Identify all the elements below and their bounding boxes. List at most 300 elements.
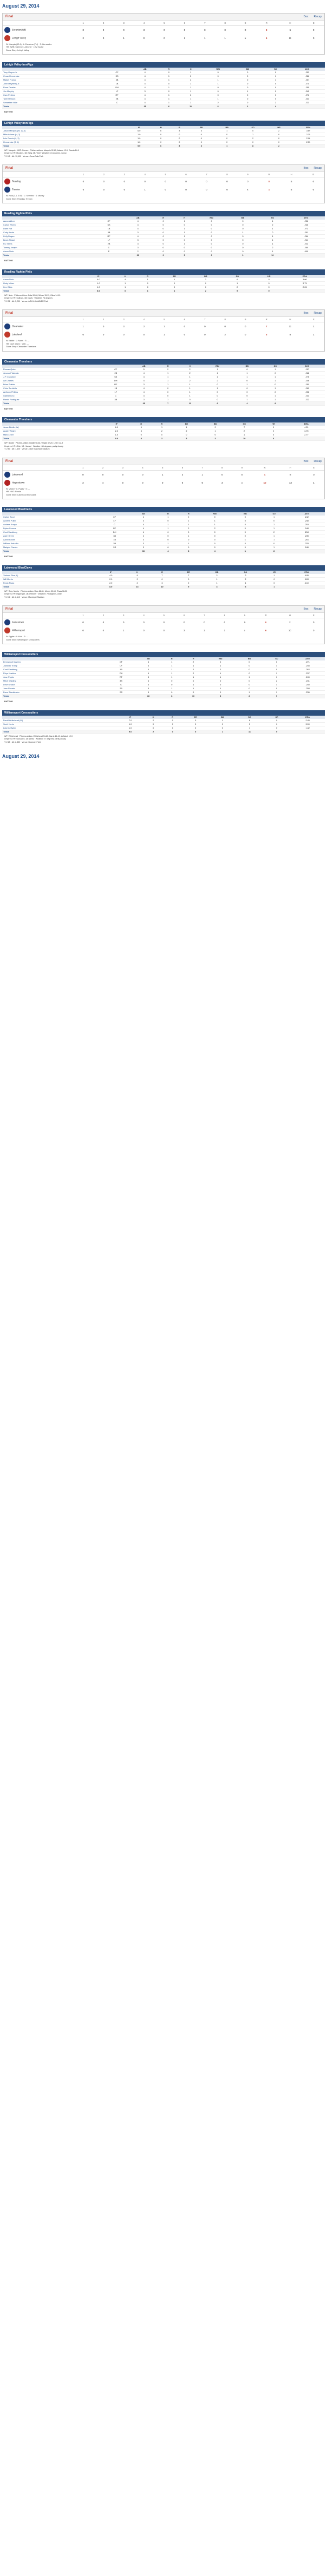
player-name-link[interactable]: Brock Stassi: [2, 239, 95, 242]
stat-col-header: RBI: [199, 512, 231, 516]
player-name-link[interactable]: Emmanuel Marrero: [2, 660, 107, 664]
inning-col-header: 7: [195, 21, 215, 26]
stat-col-header: AVG: [287, 216, 325, 220]
stat-cell: 0: [202, 86, 233, 90]
inning-score: 0: [82, 188, 84, 191]
player-name-link[interactable]: Hoby Milner: [2, 281, 83, 285]
player-name-link[interactable]: Brian Pointer: [2, 382, 102, 386]
player-row: [2, 250, 325, 254]
player-name-link[interactable]: Roman Quinn: [2, 368, 102, 372]
inning-col-header: 6: [174, 21, 194, 26]
stat-col-header: IP: [97, 571, 125, 574]
totals-cell: 8.0: [97, 585, 125, 589]
inning-score: 3: [82, 481, 84, 484]
stat-cell: 0: [205, 691, 236, 695]
totals-cell: 9.0: [126, 144, 152, 148]
inning-col-header: 1: [73, 21, 93, 26]
inning-score: 0: [143, 37, 145, 39]
stat-cell: 0: [260, 519, 289, 523]
stat-cell: 1: [174, 227, 195, 231]
stat-cell: 0: [199, 516, 231, 519]
stat-cell: 3B: [102, 398, 130, 401]
player-name-link[interactable]: Aaron Nola: [2, 278, 83, 282]
stat-cell: 0: [261, 97, 290, 101]
stat-cell: 4: [131, 82, 159, 86]
stat-cell: 1: [178, 386, 202, 390]
recap-link[interactable]: Recap: [313, 15, 322, 18]
stat-cell: 0: [260, 577, 289, 581]
inning-score: 1: [123, 37, 125, 39]
team-cell[interactable]: [3, 177, 73, 186]
stat-cell: 7.0: [117, 719, 143, 723]
stat-cell: .257: [290, 78, 325, 82]
stat-cell: 1: [202, 97, 233, 101]
player-name-link[interactable]: Mitch Walding: [2, 679, 107, 683]
stat-cell: 0: [178, 398, 202, 401]
stat-cell: 1: [114, 281, 136, 285]
player-name-link[interactable]: Austin Wright: [2, 430, 102, 433]
team-col-header: [3, 465, 73, 471]
team-cell[interactable]: [3, 626, 73, 635]
player-name-link[interactable]: Ken Giles: [2, 285, 83, 289]
stat-cell: 0: [162, 683, 181, 687]
inning-score: 0: [143, 621, 145, 624]
team-logo-icon: [4, 323, 10, 329]
stat-cell: 0: [261, 71, 290, 75]
player-name-link[interactable]: Jiandido Tromp: [2, 664, 107, 668]
inning-score: 0: [122, 473, 124, 476]
section-title: Williamsport Crosscutters: [2, 710, 325, 716]
player-name-link[interactable]: Yacksel Rios (L): [2, 574, 97, 578]
pitching-note-line: Umpires: HP: Sullivan, 1B: Davis · Weather: 76 degrees: [4, 297, 53, 300]
player-row: [2, 433, 325, 437]
stat-cell: 1: [209, 719, 236, 723]
stat-cell: 1B: [102, 386, 130, 390]
totals-cell: 6: [231, 585, 260, 589]
stat-cell: 0: [261, 382, 289, 386]
team-name: Lakeland: [12, 333, 22, 336]
player-name-link[interactable]: Zach Green: [2, 534, 100, 538]
stat-col-header: SO: [260, 512, 289, 516]
stat-cell: 1: [158, 382, 178, 386]
stat-cell: 1: [236, 726, 263, 730]
game-note-line: W: Marquis (12-4) · L: Escalona (7-4) · S: Hernandez: [6, 43, 52, 45]
player-row: [2, 691, 325, 695]
stat-cell: 0: [158, 519, 179, 523]
stat-cell: 4: [131, 71, 159, 75]
player-name-link[interactable]: Russ Canzler: [2, 86, 103, 90]
stat-cell: 0: [231, 527, 259, 531]
stat-cell: 4: [130, 379, 158, 382]
stat-col-header: ERA: [292, 126, 325, 129]
stat-cell: 4: [129, 516, 158, 519]
player-name-link[interactable]: Deivi Grullon: [2, 683, 107, 687]
stat-cell: 3: [130, 398, 158, 401]
team-cell[interactable]: [3, 331, 73, 339]
totals-cell: 0: [182, 730, 209, 734]
team-cell[interactable]: [3, 322, 73, 331]
totals-row: [2, 695, 325, 698]
player-name-link[interactable]: Cam Perkins: [2, 94, 103, 97]
inning-col-header: 1: [73, 613, 93, 618]
stat-cell: 1: [181, 676, 205, 679]
player-name-link[interactable]: Cord Sandberg: [2, 668, 107, 672]
player-name-link[interactable]: Harold Rodriguez: [2, 398, 102, 401]
stat-cell: 4: [131, 97, 159, 101]
linescore-row: [3, 618, 324, 627]
player-name-link[interactable]: John Mayberry Jr.: [2, 82, 103, 86]
inning-score: 0: [103, 188, 105, 191]
player-row: [2, 430, 325, 433]
player-name-link[interactable]: Scott Harris: [2, 722, 117, 726]
stat-cell: RF: [100, 527, 129, 531]
linescore-header: [3, 465, 324, 471]
runs-total: 0: [265, 621, 267, 624]
inning-col-header: 2: [93, 613, 113, 618]
stat-cell: 4: [130, 394, 158, 398]
player-name-link[interactable]: Tyler Henson: [2, 97, 103, 101]
stat-cell: LF: [95, 239, 123, 242]
team-cell[interactable]: [3, 34, 73, 42]
stat-cell: 0: [152, 136, 170, 140]
stat-cell: 3: [150, 581, 175, 585]
stat-cell: 2: [179, 78, 202, 82]
stats-section: [2, 359, 325, 412]
stat-cell: .255: [290, 86, 325, 90]
stat-cell: 2.77: [288, 433, 325, 437]
totals-row: [2, 254, 325, 257]
player-name-link[interactable]: Andrew Pullin: [2, 519, 100, 523]
inning-col-header: 8: [215, 317, 235, 322]
team-name: Scranton/WB: [12, 28, 26, 31]
inning-score: 0: [224, 621, 226, 624]
totals-cell: [290, 105, 325, 109]
totals-cell: 4: [158, 550, 179, 553]
stat-col-header: BB: [201, 422, 230, 426]
player-name-link[interactable]: Tommy Joseph: [2, 246, 95, 250]
stat-cell: 4: [135, 683, 162, 687]
stat-cell: 0: [214, 136, 240, 140]
player-name-link[interactable]: Cord Sandberg: [2, 531, 100, 534]
team-logo-icon: [4, 35, 10, 41]
batting-notes-header: BATTING: [4, 556, 13, 558]
team-cell[interactable]: [3, 618, 73, 627]
recap-link[interactable]: Recap: [313, 167, 322, 170]
player-name-link[interactable]: Will Morris: [2, 577, 97, 581]
box-link[interactable]: Box: [303, 15, 309, 18]
player-name-link[interactable]: Jesse Biddle (W): [2, 426, 102, 430]
totals-cell: [292, 144, 325, 148]
player-name-link[interactable]: Andrew Knapp: [2, 523, 100, 527]
player-name-link[interactable]: Hernandez (S, 4): [2, 140, 126, 144]
stat-cell: CF: [103, 71, 131, 75]
stat-cell: 1: [174, 242, 195, 246]
stat-cell: 0: [228, 235, 258, 239]
batting-notes-header: BATTING: [4, 260, 13, 262]
player-name-link[interactable]: Willians Astudillo: [2, 542, 100, 546]
stat-col-header: H: [178, 365, 202, 368]
player-name-link[interactable]: Luke Leftwich: [2, 726, 117, 730]
inning-col-header: H: [277, 613, 303, 618]
stat-cell: 2: [181, 660, 205, 664]
player-row: [2, 97, 325, 101]
stat-cell: 1B: [100, 538, 129, 542]
stat-cell: 2: [178, 527, 199, 531]
stat-col-header: RBI: [202, 68, 233, 71]
stat-cell: LF: [102, 390, 130, 394]
stat-cell: 0: [231, 523, 259, 527]
stat-cell: 2: [261, 390, 289, 394]
team-cell[interactable]: [3, 470, 73, 479]
inning-score: 0: [206, 188, 207, 191]
player-name-link[interactable]: KC Serna: [2, 242, 95, 246]
stat-cell: 0: [233, 386, 261, 390]
inning-score: 0: [244, 29, 246, 31]
totals-cell: 33: [135, 695, 162, 698]
player-name-link[interactable]: David Whitehead (W): [2, 719, 117, 723]
player-name-link[interactable]: Gabriel Lino: [2, 394, 102, 398]
stat-cell: 0: [202, 390, 233, 394]
player-name-link[interactable]: Anthony Phillips: [2, 390, 102, 394]
box-link[interactable]: Box: [303, 607, 309, 611]
player-name-link[interactable]: Carlos Tocci: [2, 516, 100, 519]
stat-col-header: RBI: [195, 216, 228, 220]
player-name-link[interactable]: Maikel Franco: [2, 78, 103, 82]
batting-notes-header: BATTING: [4, 111, 13, 114]
stat-cell: 0: [233, 379, 261, 382]
player-name-link[interactable]: Jose Rosario: [2, 687, 107, 691]
player-name-link[interactable]: Aaron Altherr: [2, 220, 95, 223]
pitching-table: [2, 571, 325, 589]
player-name-link[interactable]: Aaron Nola: [2, 250, 95, 254]
stats-section: [2, 121, 325, 160]
totals-cell: 13: [125, 585, 150, 589]
stat-cell: 0: [190, 281, 221, 285]
team-logo-icon: [4, 332, 10, 338]
stat-col-header: ER: [182, 716, 209, 719]
stat-cell: 2: [181, 672, 205, 676]
totals-cell: Totals: [2, 144, 126, 148]
player-name-link[interactable]: Dylan Cozens: [2, 527, 100, 531]
totals-cell: 0: [163, 730, 182, 734]
totals-cell: 6: [205, 695, 236, 698]
stat-cell: 0: [233, 94, 261, 97]
stat-cell: 1.0: [102, 433, 131, 437]
inning-col-header: 1: [73, 465, 93, 471]
stat-cell: 3: [130, 382, 158, 386]
totals-cell: 0: [253, 289, 285, 293]
recap-link[interactable]: Recap: [313, 312, 322, 315]
stat-cell: 1B: [95, 227, 123, 231]
box-link[interactable]: Box: [303, 312, 309, 315]
stat-cell: 0: [158, 538, 179, 542]
totals-cell: 6: [202, 401, 233, 405]
inning-score: 1: [204, 629, 205, 632]
inning-col-header: 2: [93, 21, 113, 26]
stat-cell: 0: [231, 534, 259, 538]
player-name-link[interactable]: Chris Serritella: [2, 386, 102, 390]
stat-cell: 1: [181, 683, 205, 687]
stat-cell: 0: [195, 220, 228, 223]
stat-col-header: R: [163, 716, 182, 719]
stat-col-header: BB: [214, 126, 240, 129]
stat-cell: .241: [287, 239, 325, 242]
stat-cell: 4.95: [289, 574, 325, 578]
inning-score: 1: [82, 325, 84, 328]
stat-col-header: H: [178, 512, 199, 516]
section-title: Lehigh Valley IronPigs: [2, 62, 325, 68]
player-name-link[interactable]: Malquin Canelo: [2, 546, 100, 550]
stat-cell: 1: [258, 235, 287, 239]
player-name-link[interactable]: Aaron Brown: [2, 538, 100, 542]
box-link[interactable]: Box: [303, 459, 309, 463]
team-cell[interactable]: [3, 186, 73, 194]
stat-col-header: AVG: [289, 512, 325, 516]
stat-col-header: AB: [135, 657, 162, 660]
player-name-link[interactable]: J.P. Crawford: [2, 375, 102, 379]
team-cell[interactable]: [3, 26, 73, 35]
stat-cell: LF: [107, 664, 134, 668]
player-name-link[interactable]: Tony Gwynn Jr.: [2, 71, 103, 75]
stat-cell: C: [102, 394, 130, 398]
player-name-link[interactable]: Rhys Hoskins: [2, 672, 107, 676]
player-name-link[interactable]: Jose Pujols: [2, 676, 107, 679]
stat-cell: 4: [129, 531, 158, 534]
stat-cell: 2: [263, 679, 291, 683]
inning-score: 1: [164, 325, 165, 328]
inning-score: x: [244, 629, 246, 632]
stat-cell: 3: [131, 430, 152, 433]
stat-cell: 4: [123, 223, 153, 227]
stat-cell: 1: [202, 368, 233, 372]
player-row: [2, 246, 325, 250]
stat-cell: 0: [233, 82, 261, 86]
recap-link[interactable]: Recap: [313, 607, 322, 611]
totals-cell: 3: [152, 437, 172, 441]
stat-cell: 0: [261, 90, 290, 94]
player-name-link[interactable]: Mike Adams (H, 2): [2, 133, 126, 136]
player-row: [2, 390, 325, 394]
player-name-link[interactable]: Art Charles: [2, 379, 102, 382]
stat-cell: .246: [287, 223, 325, 227]
stat-col-header: BB: [236, 657, 263, 660]
recap-link[interactable]: Recap: [313, 459, 322, 463]
stat-cell: 0: [236, 679, 263, 683]
stat-cell: 1: [258, 220, 287, 223]
box-link[interactable]: Box: [303, 167, 309, 170]
player-name-link[interactable]: Jason Marquis (W, 12-4): [2, 129, 126, 133]
stat-cell: 2: [205, 668, 236, 672]
stat-cell: 1.0: [126, 140, 152, 144]
runs-total: 3: [266, 333, 267, 336]
totals-cell: [290, 730, 325, 734]
totals-cell: [289, 401, 325, 405]
team-cell[interactable]: [3, 479, 73, 487]
stat-col-header: H: [125, 571, 150, 574]
stat-col-header: SO: [231, 571, 260, 574]
player-name-link[interactable]: Carlos Rivero: [2, 223, 95, 227]
stat-cell: 1: [263, 676, 291, 679]
stat-cell: 0: [178, 531, 199, 534]
stat-cell: C: [103, 101, 131, 105]
stat-cell: 0: [231, 546, 259, 550]
stat-cell: 0: [195, 231, 228, 235]
player-name-link[interactable]: Kelly Dugan: [2, 235, 95, 239]
inning-col-header: 9: [232, 465, 252, 471]
batting-notes: [2, 406, 325, 412]
stat-col-header: ER: [172, 422, 201, 426]
linescore-row: [3, 322, 324, 331]
player-name-link[interactable]: Jesmuel Valentin: [2, 371, 102, 375]
player-name-link[interactable]: Cody Asche: [2, 231, 95, 235]
player-name-link[interactable]: Frank Rivas: [2, 581, 97, 585]
stat-cell: 3B: [107, 679, 134, 683]
stat-cell: C: [107, 683, 134, 687]
totals-cell: 9: [174, 585, 202, 589]
player-name-link[interactable]: Darin Ruf: [2, 227, 95, 231]
stat-cell: 0: [202, 75, 233, 78]
totals-cell: 10: [150, 585, 175, 589]
inning-col-header: 5: [154, 317, 174, 322]
game-links: [304, 312, 322, 315]
totals-cell: Totals: [2, 695, 107, 698]
stat-cell: 1: [202, 82, 233, 86]
errors-total: 0: [313, 473, 315, 476]
stat-cell: .251: [287, 231, 325, 235]
game-note-line: HR: CLW: Quinn · LAK: —: [6, 342, 29, 345]
player-name-link[interactable]: Luis Garcia (H, 3): [2, 136, 126, 140]
stat-cell: 2.0: [102, 430, 131, 433]
stat-cell: .268: [289, 371, 325, 375]
inning-col-header: E: [303, 613, 324, 618]
player-name-link[interactable]: Jim Murphy: [2, 90, 103, 94]
stat-cell: 0: [231, 519, 259, 523]
stat-cell: 4: [123, 227, 153, 231]
player-name-link[interactable]: Cesar Hernandez: [2, 75, 103, 78]
stat-cell: 4: [135, 664, 162, 668]
linescore-row: [3, 186, 324, 194]
player-row: [2, 94, 325, 97]
stat-cell: 0: [159, 90, 179, 94]
batting-table: [2, 216, 325, 257]
stat-cell: 4: [129, 519, 158, 523]
pitching-note-line: Umpires: HP: Ripperger, 1B: Fletcher · Weather: 79 degrees, clear: [4, 593, 62, 596]
player-row: [2, 664, 325, 668]
final-bar: [3, 458, 324, 465]
inning-score: 0: [143, 629, 145, 632]
stat-cell: 0: [263, 722, 290, 726]
inning-score: 0: [123, 333, 125, 336]
errors-total: 1: [313, 481, 315, 484]
stat-cell: 0: [172, 433, 201, 437]
hits-total: 6: [290, 188, 292, 191]
pitching-note-line: WP: Whitehead · Pitches-strikes: Whitehead 94-63, Harris 14-10, Leftwich 12-9: [4, 735, 73, 737]
inning-col-header: 5: [155, 172, 176, 177]
stat-cell: .258: [290, 687, 325, 691]
player-name-link[interactable]: Sebastian Valle: [2, 101, 103, 105]
pitching-note-line: Umpires: HP: Gonzalez, 1B: Lentz · Weather: 77 degrees, partly cloudy: [4, 738, 66, 741]
totals-cell: Totals: [2, 289, 83, 293]
team-name: Clearwater: [12, 325, 24, 328]
inning-col-header: H: [278, 317, 303, 322]
stat-cell: .236: [287, 220, 325, 223]
stat-cell: 0: [153, 242, 174, 246]
stat-cell: 1: [159, 278, 190, 282]
inning-col-header: 6: [174, 317, 194, 322]
player-row: [2, 242, 325, 246]
player-name-link[interactable]: Mark Leiter: [2, 433, 102, 437]
player-name-link[interactable]: Drew Stankiewicz: [2, 691, 107, 695]
